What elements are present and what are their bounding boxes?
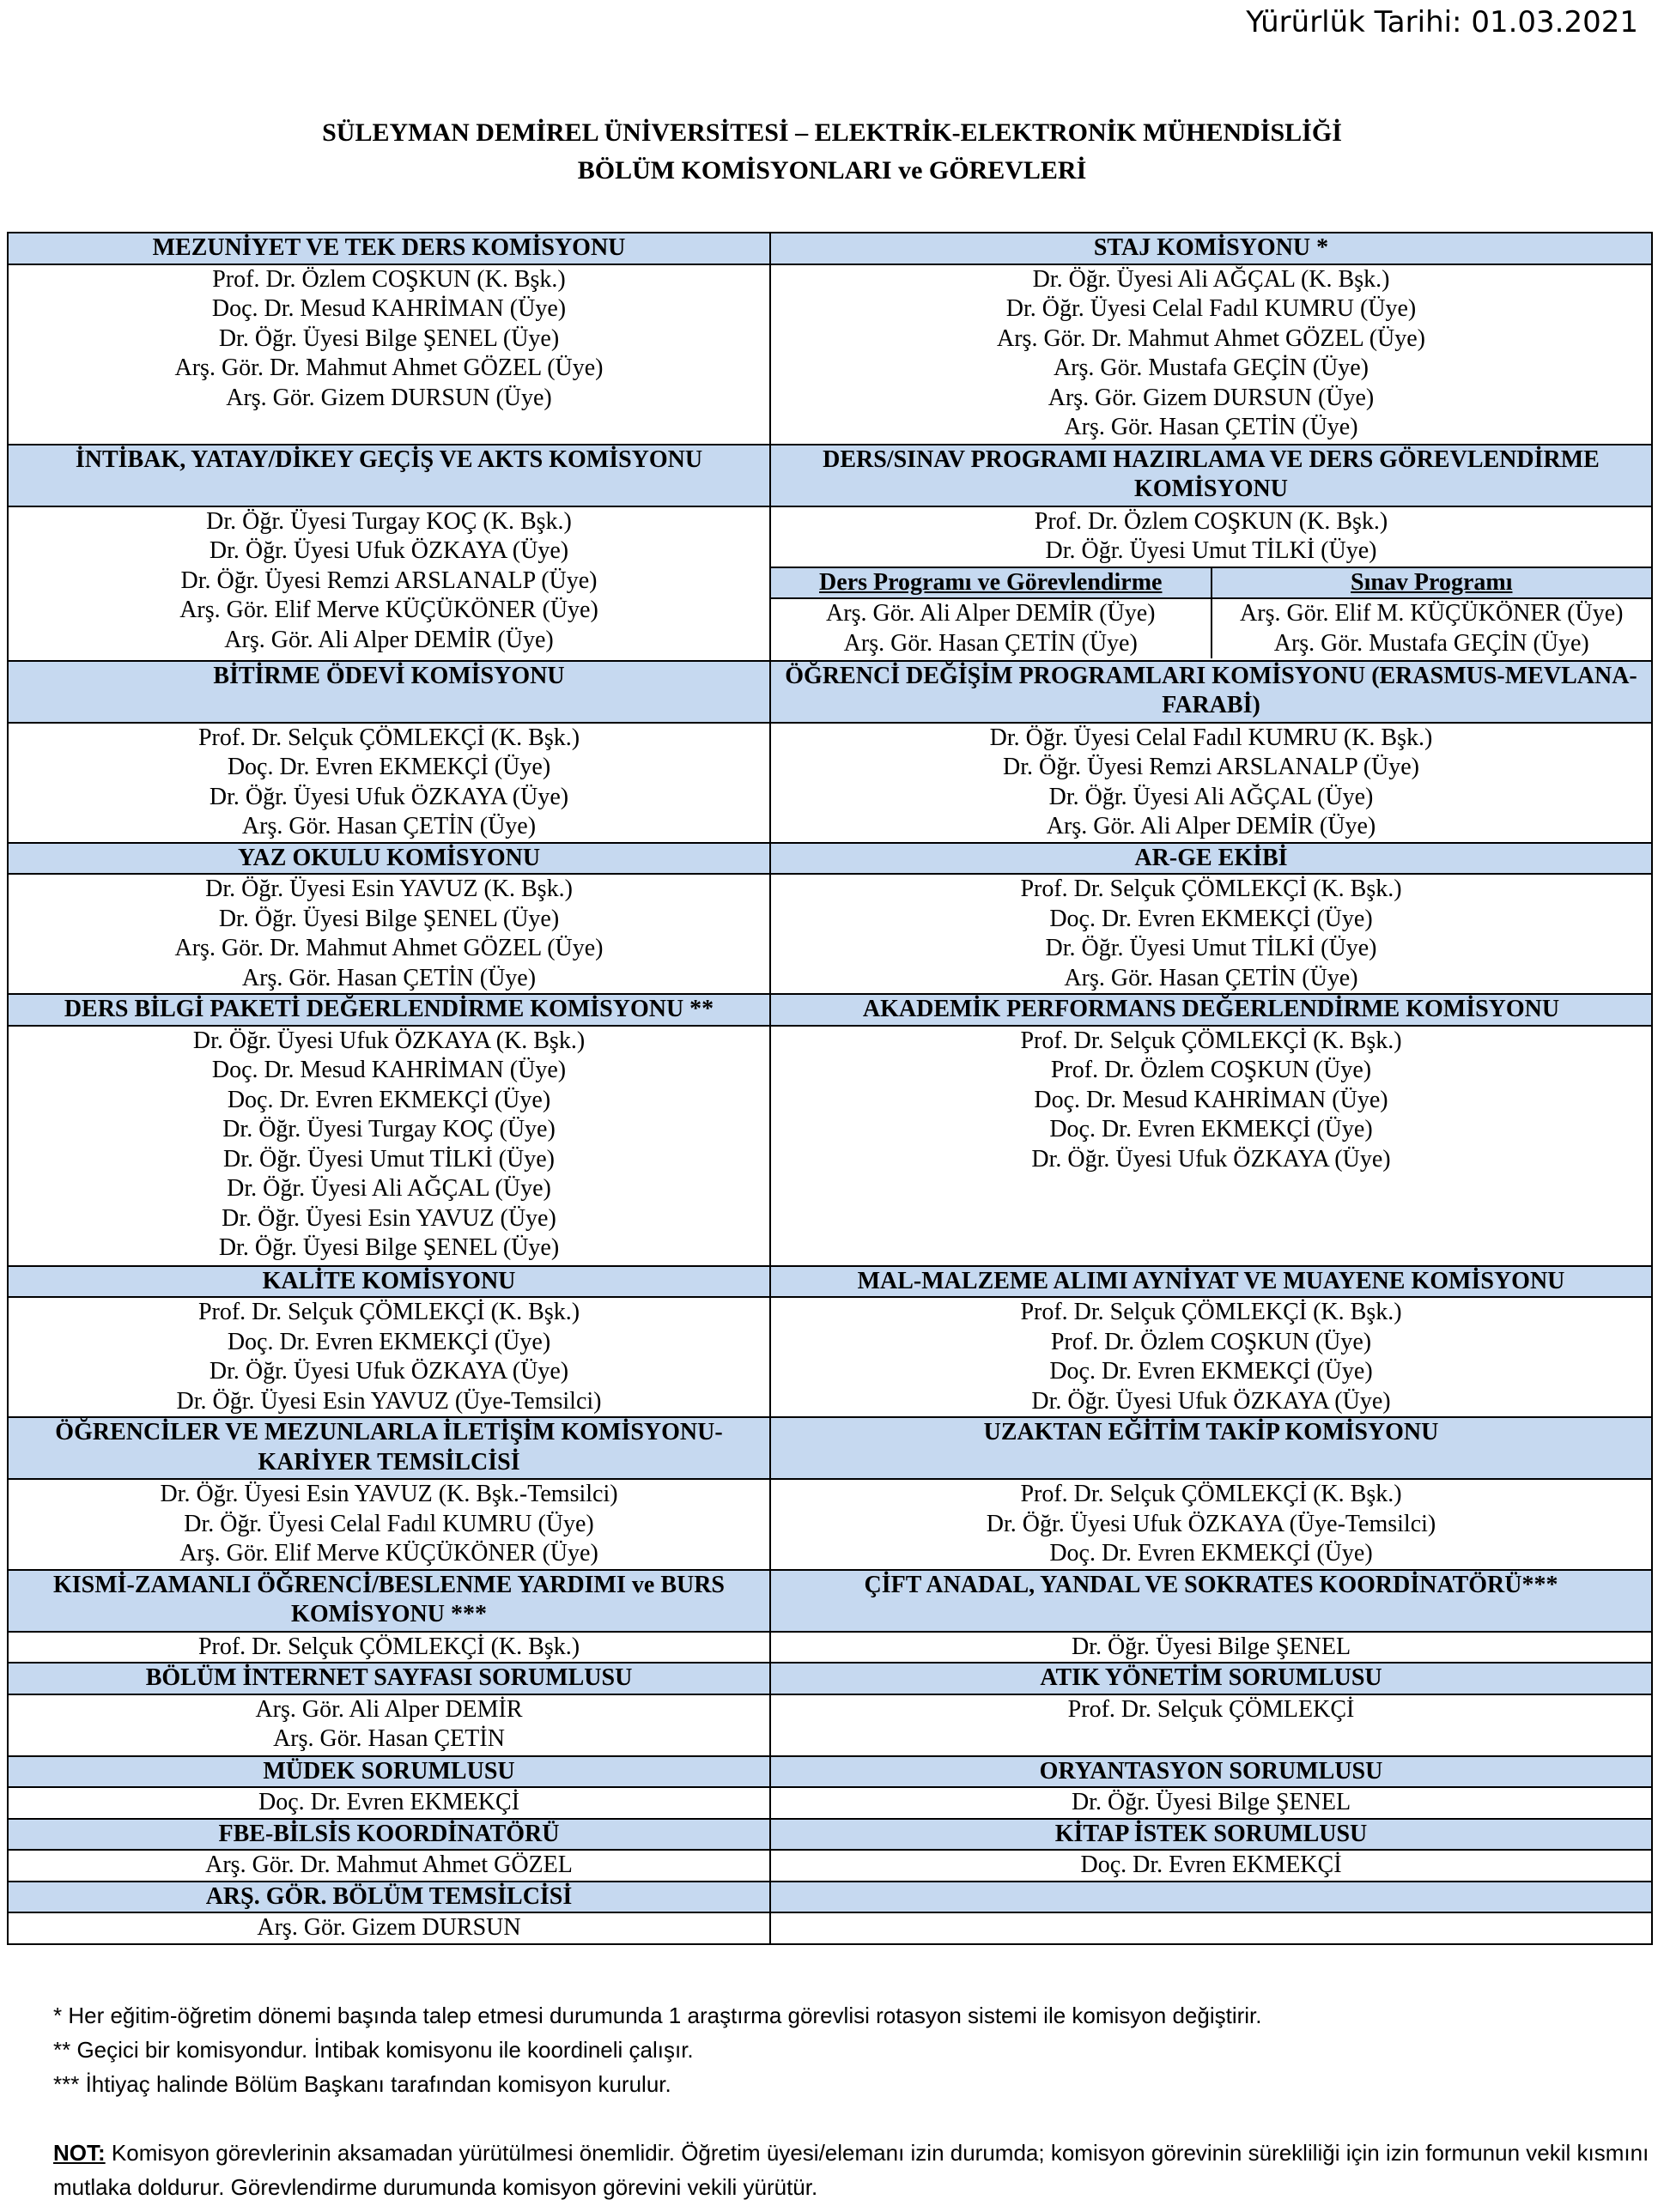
note-text: Komisyon görevlerinin aksamadan yürütülmesi önemlidir. Öğretim üyesi/elemanı izin durumda; komisyon görevinin sürekliliği için izin formunun vekil kısmını mutlaka doldurur. Görevlendirme durumunda komisyon görevini vekili yürütür. bbox=[53, 2140, 1649, 2200]
committee-members-right bbox=[770, 1026, 1652, 1266]
member-name: Doç. Dr. Evren EKMEKÇİ (Üye) bbox=[227, 754, 551, 780]
member-name: Arş. Gör. Hasan ÇETİN (Üye) bbox=[1064, 964, 1358, 991]
member-name: Arş. Gör. Hasan ÇETİN (Üye) bbox=[241, 813, 537, 839]
member-name: Dr. Öğr. Üyesi Bilge ŞENEL (Üye) bbox=[218, 905, 560, 932]
committee-members-left bbox=[8, 264, 770, 445]
member-name: Doç. Dr. Evren EKMEKÇİ (Üye) bbox=[1049, 905, 1373, 932]
committee-title-left: ARŞ. GÖR. BÖLÜM TEMSİLCİSİ bbox=[8, 1882, 770, 1913]
member-name: Dr. Öğr. Üyesi Umut TİLKİ (Üye) bbox=[223, 1145, 555, 1173]
member-name: Dr. Öğr. Üyesi Ali AĞÇAL (Üye) bbox=[227, 1175, 551, 1202]
member-name: Dr. Öğr. Üyesi Esin YAVUZ (Üye-Temsilci) bbox=[176, 1387, 602, 1415]
member-name: Dr. Öğr. Üyesi Celal Fadıl KUMRU (Üye) bbox=[184, 1510, 594, 1537]
member-name: Arş. Gör. Ali Alper DEMİR (Üye) bbox=[1046, 813, 1376, 839]
committee-title-left: KALİTE KOMİSYONU bbox=[8, 1266, 770, 1298]
committee-title-right bbox=[770, 1882, 1652, 1913]
member-name: Dr. Öğr. Üyesi Umut TİLKİ (Üye) bbox=[1045, 935, 1377, 961]
committee-members-left bbox=[8, 1297, 770, 1417]
member-name: Dr. Öğr. Üyesi Ufuk ÖZKAYA (Üye) bbox=[1031, 1145, 1391, 1173]
note-label: NOT: bbox=[53, 2140, 106, 2166]
member-name: Dr. Öğr. Üyesi Ufuk ÖZKAYA (Üye) bbox=[209, 783, 569, 810]
committee-members-right bbox=[770, 1694, 1652, 1756]
member-name: Dr. Öğr. Üyesi Ali AĞÇAL (Üye) bbox=[1048, 783, 1374, 810]
committee-title-right: KİTAP İSTEK SORUMLUSU bbox=[770, 1819, 1652, 1851]
member-name: Doç. Dr. Evren EKMEKÇİ (Üye) bbox=[1049, 1116, 1373, 1142]
committee-title-right: AKADEMİK PERFORMANS DEĞERLENDİRME KOMİSYONU bbox=[770, 994, 1652, 1026]
member-name: Prof. Dr. Selçuk ÇÖMLEKÇİ (K. Bşk.) bbox=[197, 724, 580, 751]
committee-title-right: ORYANTASYON SORUMLUSU bbox=[770, 1756, 1652, 1788]
member-name: Doç. Dr. Evren EKMEKÇİ bbox=[1080, 1851, 1342, 1878]
member-name: Dr. Öğr. Üyesi Bilge ŞENEL bbox=[1071, 1789, 1351, 1815]
member-name: Arş. Gör. Elif Merve KÜÇÜKÖNER (Üye) bbox=[179, 597, 598, 623]
member-name: Arş. Gör. Mustafa GEÇİN (Üye) bbox=[1273, 629, 1589, 657]
committee-members-right bbox=[770, 1912, 1652, 1944]
member-name: Prof. Dr. Selçuk ÇÖMLEKÇİ (K. Bşk.) bbox=[197, 1633, 580, 1660]
committee-title-left: BÖLÜM İNTERNET SAYFASI SORUMLUSU bbox=[8, 1663, 770, 1694]
member-name: Prof. Dr. Selçuk ÇÖMLEKÇİ bbox=[1067, 1695, 1355, 1723]
member-name: Prof. Dr. Selçuk ÇÖMLEKÇİ (K. Bşk.) bbox=[197, 1299, 580, 1325]
committee-title-left: YAZ OKULU KOMİSYONU bbox=[8, 843, 770, 875]
member-name: Prof. Dr. Özlem COŞKUN (Üye) bbox=[1050, 1328, 1372, 1355]
member-name: Dr. Öğr. Üyesi Ufuk ÖZKAYA (Üye-Temsilci) bbox=[986, 1510, 1436, 1537]
member-name: Arş. Gör. Mustafa GEÇİN (Üye) bbox=[1053, 355, 1369, 381]
committee-table bbox=[7, 232, 1653, 1945]
sub-members-left bbox=[771, 598, 1212, 658]
member-name: Arş. Gör. Ali Alper DEMİR (Üye) bbox=[224, 626, 554, 653]
committee-members-right bbox=[770, 264, 1652, 445]
member-name: Dr. Öğr. Üyesi Esin YAVUZ (K. Bşk.-Temsilci) bbox=[160, 1481, 618, 1507]
member-name: Doç. Dr. Mesud KAHRİMAN (Üye) bbox=[1034, 1086, 1388, 1113]
committee-title-left: MEZUNİYET VE TEK DERS KOMİSYONU bbox=[8, 233, 770, 264]
committee-title-right: UZAKTAN EĞİTİM TAKİP KOMİSYONU bbox=[770, 1417, 1652, 1479]
committee-title-left: MÜDEK SORUMLUSU bbox=[8, 1756, 770, 1788]
committee-title-right: AR-GE EKİBİ bbox=[770, 843, 1652, 875]
member-name: Arş. Gör. Dr. Mahmut Ahmet GÖZEL (Üye) bbox=[174, 935, 604, 961]
committee-members-left bbox=[8, 1026, 770, 1266]
committee-title-left: FBE-BİLSİS KOORDİNATÖRÜ bbox=[8, 1819, 770, 1851]
member-name: Dr. Öğr. Üyesi Celal Fadıl KUMRU (K. Bşk.) bbox=[989, 724, 1433, 751]
committee-members-left bbox=[8, 1632, 770, 1664]
member-name: Arş. Gör. Elif M. KÜÇÜKÖNER (Üye) bbox=[1240, 600, 1624, 627]
member-name: Dr. Öğr. Üyesi Remzi ARSLANALP (Üye) bbox=[180, 567, 598, 594]
member-name: Arş. Gör. Hasan ÇETİN bbox=[273, 1725, 505, 1752]
committee-members-right bbox=[770, 506, 1652, 661]
committee-title-right: ATIK YÖNETİM SORUMLUSU bbox=[770, 1663, 1652, 1694]
member-name: Arş. Gör. Hasan ÇETİN (Üye) bbox=[1064, 414, 1358, 440]
committee-title-right: MAL-MALZEME ALIMI AYNİYAT VE MUAYENE KOMİSYONU bbox=[770, 1266, 1652, 1298]
member-name: Arş. Gör. Dr. Mahmut Ahmet GÖZEL (Üye) bbox=[997, 324, 1425, 352]
committee-title-left: KISMİ-ZAMANLI ÖĞRENCİ/BESLENME YARDIMI ve BURS KOMİSYONU *** bbox=[8, 1570, 770, 1632]
member-name: Dr. Öğr. Üyesi Ufuk ÖZKAYA (Üye) bbox=[209, 1358, 569, 1385]
document-subtitle: BÖLÜM KOMİSYONLARI ve GÖREVLERİ bbox=[577, 156, 1087, 185]
sub-title-right: Sınav Programı bbox=[1212, 567, 1652, 599]
footnote-3: *** İhtiyaç halinde Bölüm Başkanı tarafından komisyon kurulur. bbox=[53, 2071, 671, 2097]
member-name: Arş. Gör. Dr. Mahmut Ahmet GÖZEL (Üye) bbox=[174, 355, 604, 381]
member-name: Dr. Öğr. Üyesi Ufuk ÖZKAYA (Üye) bbox=[1031, 1387, 1391, 1415]
member-name: Dr. Öğr. Üyesi Ufuk ÖZKAYA (K. Bşk.) bbox=[192, 1027, 586, 1054]
sub-title-left: Ders Programı ve Görevlendirme bbox=[771, 567, 1212, 599]
member-name: Dr. Öğr. Üyesi Esin YAVUZ (Üye) bbox=[222, 1204, 556, 1232]
committee-members-right bbox=[770, 723, 1652, 843]
member-name: Arş. Gör. Hasan ÇETİN (Üye) bbox=[843, 629, 1138, 657]
member-name: Doç. Dr. Mesud KAHRİMAN (Üye) bbox=[211, 1057, 567, 1083]
footnote-1: * Her eğitim-öğretim dönemi başında talep etmesi durumunda 1 araştırma görevlisi rotasyon sistemi ile komisyon değiştirir. bbox=[53, 2003, 1262, 2028]
member-name: Doç. Dr. Evren EKMEKÇİ (Üye) bbox=[227, 1328, 551, 1355]
member-name: Arş. Gör. Dr. Mahmut Ahmet GÖZEL bbox=[205, 1851, 573, 1878]
member-name: Dr. Öğr. Üyesi Ufuk ÖZKAYA (Üye) bbox=[209, 537, 569, 564]
committee-title-right: ÇİFT ANADAL, YANDAL VE SOKRATES KOORDİNATÖRÜ*** bbox=[770, 1570, 1652, 1632]
member-name: Arş. Gör. Gizem DURSUN bbox=[257, 1914, 521, 1941]
member-name: Arş. Gör. Gizem DURSUN (Üye) bbox=[226, 384, 552, 411]
committee-members-right bbox=[770, 1297, 1652, 1417]
member-name: Dr. Öğr. Üyesi Bilge ŞENEL bbox=[1071, 1633, 1351, 1660]
committee-members-left bbox=[8, 506, 770, 661]
effective-date: Yürürlük Tarihi: 01.03.2021 bbox=[1246, 5, 1638, 39]
member-name: Doç. Dr. Mesud KAHRİMAN (Üye) bbox=[211, 295, 567, 322]
member-name: Dr. Öğr. Üyesi Bilge ŞENEL (Üye) bbox=[218, 1234, 560, 1261]
member-name: Prof. Dr. Selçuk ÇÖMLEKÇİ (K. Bşk.) bbox=[1020, 876, 1402, 902]
member-name: Arş. Gör. Elif Merve KÜÇÜKÖNER (Üye) bbox=[179, 1540, 598, 1567]
member-name: Dr. Öğr. Üyesi Turgay KOÇ (Üye) bbox=[222, 1116, 556, 1142]
member-name: Arş. Gör. Ali Alper DEMİR (Üye) bbox=[826, 600, 1156, 627]
committee-title-left: ÖĞRENCİLER VE MEZUNLARLA İLETİŞİM KOMİSYONU- KARİYER TEMSİLCİSİ bbox=[8, 1417, 770, 1479]
member-name: Prof. Dr. Özlem COŞKUN (Üye) bbox=[1050, 1057, 1372, 1083]
member-name: Prof. Dr. Selçuk ÇÖMLEKÇİ (K. Bşk.) bbox=[1020, 1299, 1402, 1325]
member-name: Doç. Dr. Evren EKMEKÇİ (Üye) bbox=[1049, 1358, 1373, 1385]
committee-members-left bbox=[8, 874, 770, 994]
member-name: Prof. Dr. Özlem COŞKUN (K. Bşk.) bbox=[1034, 507, 1388, 535]
sub-program-table bbox=[771, 567, 1651, 659]
member-name: Dr. Öğr. Üyesi Ali AĞÇAL (K. Bşk.) bbox=[1032, 265, 1390, 293]
committee-title-left: DERS BİLGİ PAKETİ DEĞERLENDİRME KOMİSYONU ** bbox=[8, 994, 770, 1026]
committee-members-right bbox=[770, 874, 1652, 994]
member-name: Dr. Öğr. Üyesi Esin YAVUZ (K. Bşk.) bbox=[205, 876, 573, 902]
member-name: Dr. Öğr. Üyesi Bilge ŞENEL (Üye) bbox=[218, 324, 560, 352]
member-name: Arş. Gör. Gizem DURSUN (Üye) bbox=[1048, 384, 1375, 411]
sub-members-right bbox=[1212, 598, 1652, 658]
committee-title-right: DERS/SINAV PROGRAMI HAZIRLAMA VE DERS GÖREVLENDİRME KOMİSYONU bbox=[770, 445, 1652, 506]
committee-members-right bbox=[770, 1479, 1652, 1570]
committee-members-left bbox=[8, 1912, 770, 1944]
committee-members-right bbox=[770, 1850, 1652, 1882]
member-name: Dr. Öğr. Üyesi Remzi ARSLANALP (Üye) bbox=[1002, 754, 1420, 780]
member-name: Dr. Öğr. Üyesi Celal Fadıl KUMRU (Üye) bbox=[1005, 295, 1417, 322]
document-title: SÜLEYMAN DEMİREL ÜNİVERSİTESİ – ELEKTRİK-ELEKTRONİK MÜHENDİSLİĞİ bbox=[322, 118, 1342, 147]
committee-members-left bbox=[8, 1787, 770, 1819]
note bbox=[53, 2136, 1650, 2204]
footnote-2: ** Geçici bir komisyondur. İntibak komisyonu ile koordineli çalışır. bbox=[53, 2037, 694, 2063]
committee-members-left bbox=[8, 723, 770, 843]
member-name: Doç. Dr. Evren EKMEKÇİ (Üye) bbox=[1049, 1540, 1373, 1567]
member-name: Arş. Gör. Hasan ÇETİN (Üye) bbox=[241, 964, 537, 991]
committee-members-left bbox=[8, 1850, 770, 1882]
committee-members-right bbox=[770, 1787, 1652, 1819]
member-name: Arş. Gör. Ali Alper DEMİR bbox=[255, 1695, 523, 1723]
committee-title-left: BİTİRME ÖDEVİ KOMİSYONU bbox=[8, 661, 770, 723]
member-name: Dr. Öğr. Üyesi Umut TİLKİ (Üye) bbox=[1045, 537, 1377, 564]
committee-members-right bbox=[770, 1632, 1652, 1664]
member-name: Prof. Dr. Selçuk ÇÖMLEKÇİ (K. Bşk.) bbox=[1020, 1481, 1402, 1507]
committee-title-right: ÖĞRENCİ DEĞİŞİM PROGRAMLARI KOMİSYONU (ERASMUS-MEVLANA-FARABİ) bbox=[770, 661, 1652, 723]
member-name: Dr. Öğr. Üyesi Turgay KOÇ (K. Bşk.) bbox=[206, 507, 572, 535]
member-name: Doç. Dr. Evren EKMEKÇİ (Üye) bbox=[227, 1086, 551, 1113]
committee-members-left bbox=[8, 1479, 770, 1570]
member-name: Prof. Dr. Selçuk ÇÖMLEKÇİ (K. Bşk.) bbox=[1020, 1027, 1402, 1054]
committee-members-left bbox=[8, 1694, 770, 1756]
member-name: Doç. Dr. Evren EKMEKÇİ bbox=[258, 1789, 520, 1815]
member-name: Prof. Dr. Özlem COŞKUN (K. Bşk.) bbox=[212, 265, 566, 293]
committee-title-left: İNTİBAK, YATAY/DİKEY GEÇİŞ VE AKTS KOMİSYONU bbox=[8, 445, 770, 506]
committee-title-right: STAJ KOMİSYONU * bbox=[770, 233, 1652, 264]
